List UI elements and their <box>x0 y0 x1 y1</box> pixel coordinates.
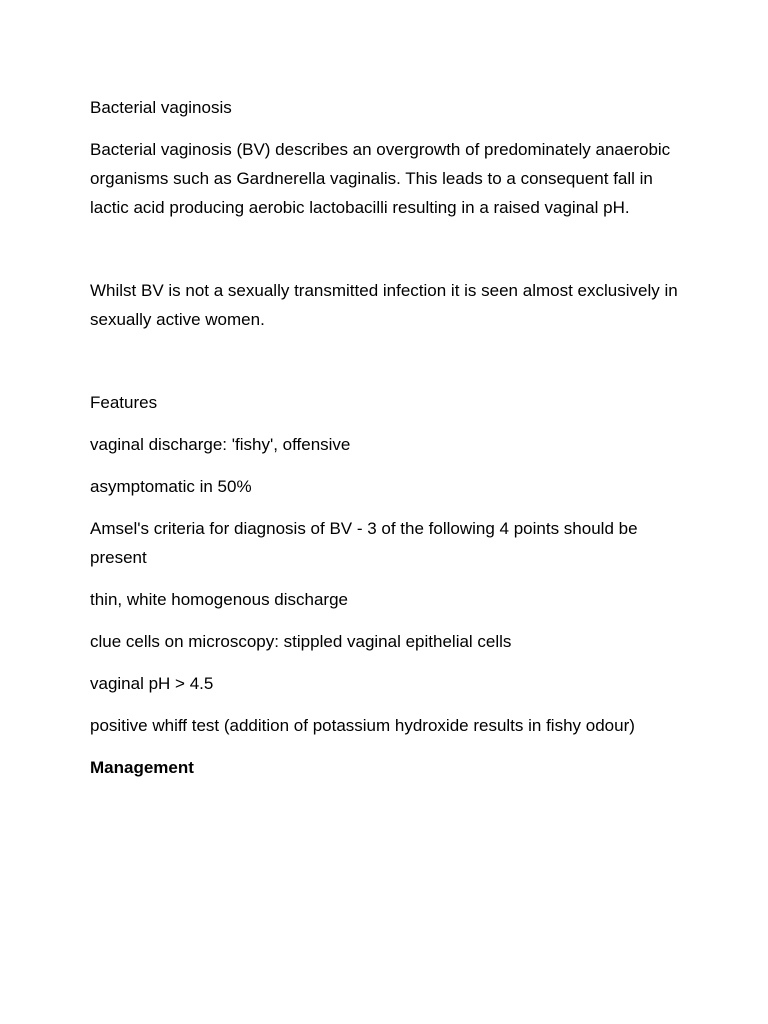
document-title: Bacterial vaginosis <box>90 98 232 117</box>
feature-item-amsel-criteria: Amsel's criteria for diagnosis of BV - 3 of the following 4 points should be present <box>90 519 638 567</box>
document-page <box>90 93 690 782</box>
transmission-paragraph: Whilst BV is not a sexually transmitted infection it is seen almost exclusively in sexually active women. <box>90 281 678 329</box>
intro-paragraph: Bacterial vaginosis (BV) describes an overgrowth of predominately anaerobic organisms such as Gardnerella vaginalis. This leads to a consequent fall in lactic acid producing aerobic lactobacilli resulting in a raised vaginal pH. <box>90 140 671 217</box>
feature-item-whiff-test: positive whiff test (addition of potassium hydroxide results in fishy odour) <box>90 716 635 735</box>
features-heading: Features <box>90 393 158 412</box>
management-heading: Management <box>90 758 194 777</box>
feature-item-discharge: vaginal discharge: 'fishy', offensive <box>90 435 351 454</box>
feature-item-homogenous-discharge: thin, white homogenous discharge <box>90 590 348 609</box>
feature-item-asymptomatic: asymptomatic in 50% <box>90 477 252 496</box>
feature-item-vaginal-ph: vaginal pH > 4.5 <box>90 674 214 693</box>
feature-item-clue-cells: clue cells on microscopy: stippled vaginal epithelial cells <box>90 632 512 651</box>
